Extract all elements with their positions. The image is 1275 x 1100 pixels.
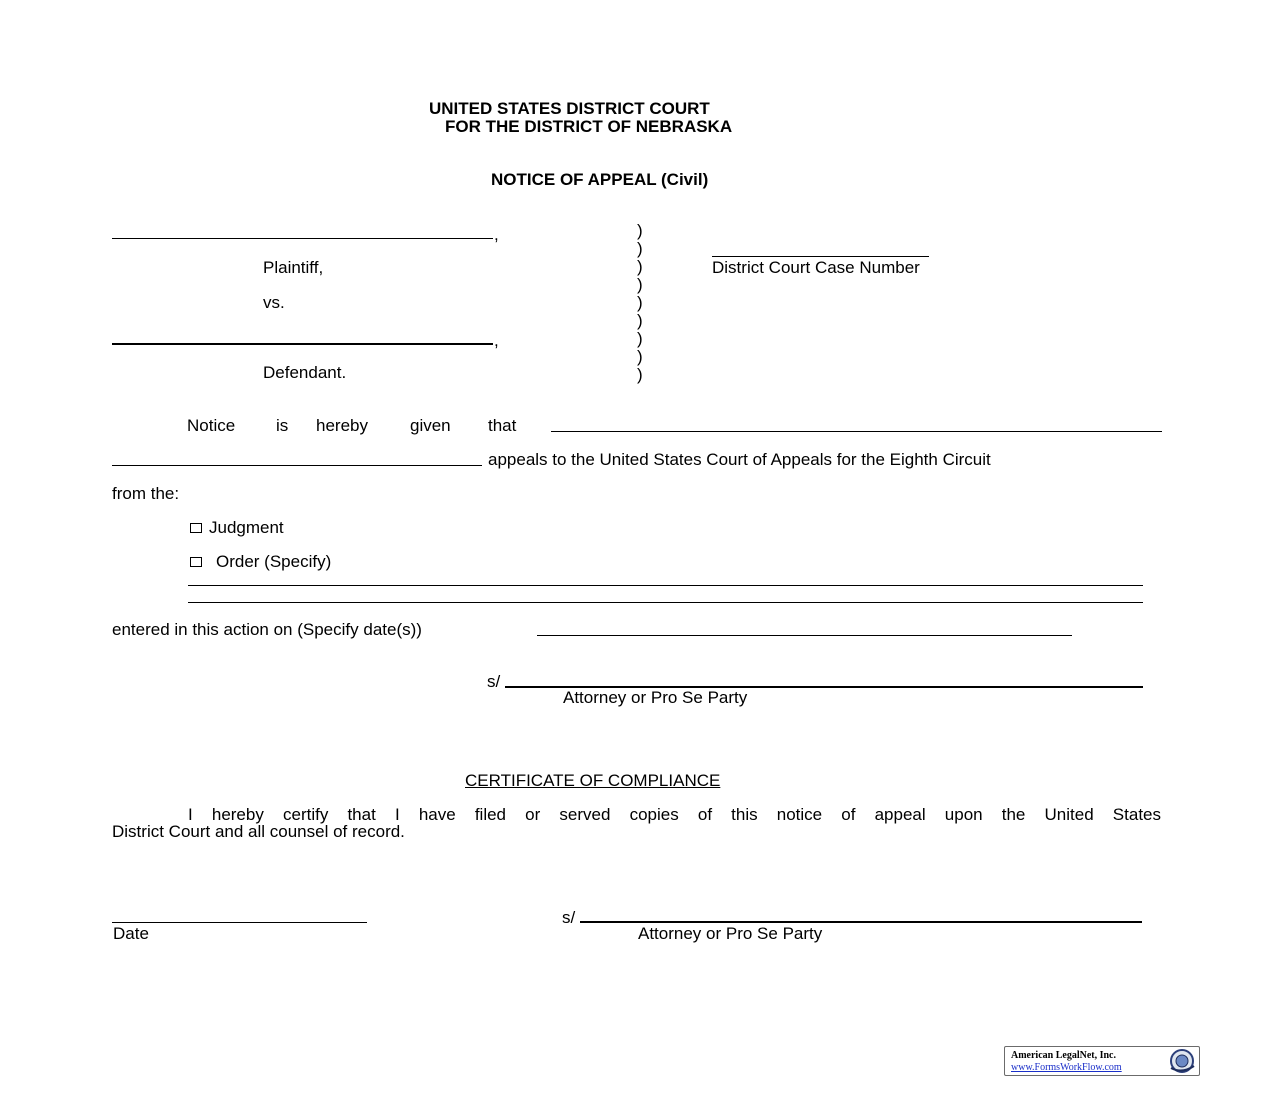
vs-label: vs. xyxy=(263,293,285,312)
judgment-checkbox[interactable] xyxy=(190,523,202,533)
caption-bracket: ) xyxy=(637,239,643,258)
appeals-text: appeals to the United States Court of Appeals for the Eighth Circuit xyxy=(488,450,991,469)
notice-word: given xyxy=(410,416,451,435)
certificate-title: CERTIFICATE OF COMPLIANCE xyxy=(465,771,721,790)
american-legalnet-logo[interactable] xyxy=(1004,1046,1200,1076)
defendant-comma: , xyxy=(494,331,499,350)
certificate-signature-field[interactable] xyxy=(580,921,1142,923)
case-number-field[interactable] xyxy=(712,256,929,257)
globe-icon xyxy=(1167,1048,1197,1074)
notice-word: is xyxy=(276,416,289,435)
notice-word: Notice xyxy=(187,416,236,435)
caption-bracket: ) xyxy=(637,293,643,312)
order-label: Order (Specify) xyxy=(216,552,332,571)
court-name-line2: FOR THE DISTRICT OF NEBRASKA xyxy=(445,117,733,136)
appellant-name-field-continued[interactable] xyxy=(112,465,482,466)
attorney-signature-label: Attorney or Pro Se Party xyxy=(563,688,748,707)
caption-bracket: ) xyxy=(637,329,643,348)
entered-date-label: entered in this action on (Specify date(s)) xyxy=(112,620,422,639)
order-specify-line[interactable] xyxy=(188,602,1143,603)
form-title: NOTICE OF APPEAL (Civil) xyxy=(491,170,709,189)
notice-word: that xyxy=(488,416,517,435)
judgment-label: Judgment xyxy=(209,518,284,537)
signature-prefix: s/ xyxy=(562,908,576,927)
logo-company-name: American LegalNet, Inc. xyxy=(1011,1050,1116,1061)
certificate-text-line2: District Court and all counsel of record. xyxy=(112,822,405,841)
logo-url-link[interactable]: www.FormsWorkFlow.com xyxy=(1011,1062,1122,1073)
order-specify-line[interactable] xyxy=(188,585,1143,586)
caption-bracket: ) xyxy=(637,275,643,294)
order-checkbox[interactable] xyxy=(190,557,202,567)
caption-bracket: ) xyxy=(637,365,643,384)
defendant-label: Defendant. xyxy=(263,363,347,382)
certificate-text-line1: I hereby certify that I have filed or served copies of this notice of appeal upon the United States xyxy=(188,805,1161,824)
court-name-line1: UNITED STATES DISTRICT COURT xyxy=(429,99,710,118)
date-field[interactable] xyxy=(112,922,367,923)
caption-bracket: ) xyxy=(637,257,643,276)
notice-word: hereby xyxy=(316,416,368,435)
entered-date-field[interactable] xyxy=(537,635,1072,636)
defendant-name-field[interactable] xyxy=(112,343,493,345)
caption-bracket: ) xyxy=(637,311,643,330)
from-the-label: from the: xyxy=(112,484,180,503)
appellant-name-field[interactable] xyxy=(551,431,1162,432)
case-number-label: District Court Case Number xyxy=(712,258,920,277)
plaintiff-name-field[interactable] xyxy=(112,238,493,239)
signature-prefix: s/ xyxy=(487,672,501,691)
plaintiff-label: Plaintiff, xyxy=(263,258,324,277)
caption-bracket: ) xyxy=(637,221,643,240)
date-label: Date xyxy=(113,924,149,943)
certificate-signature-label: Attorney or Pro Se Party xyxy=(638,924,823,943)
caption-bracket: ) xyxy=(637,347,643,366)
plaintiff-comma: , xyxy=(494,225,499,244)
